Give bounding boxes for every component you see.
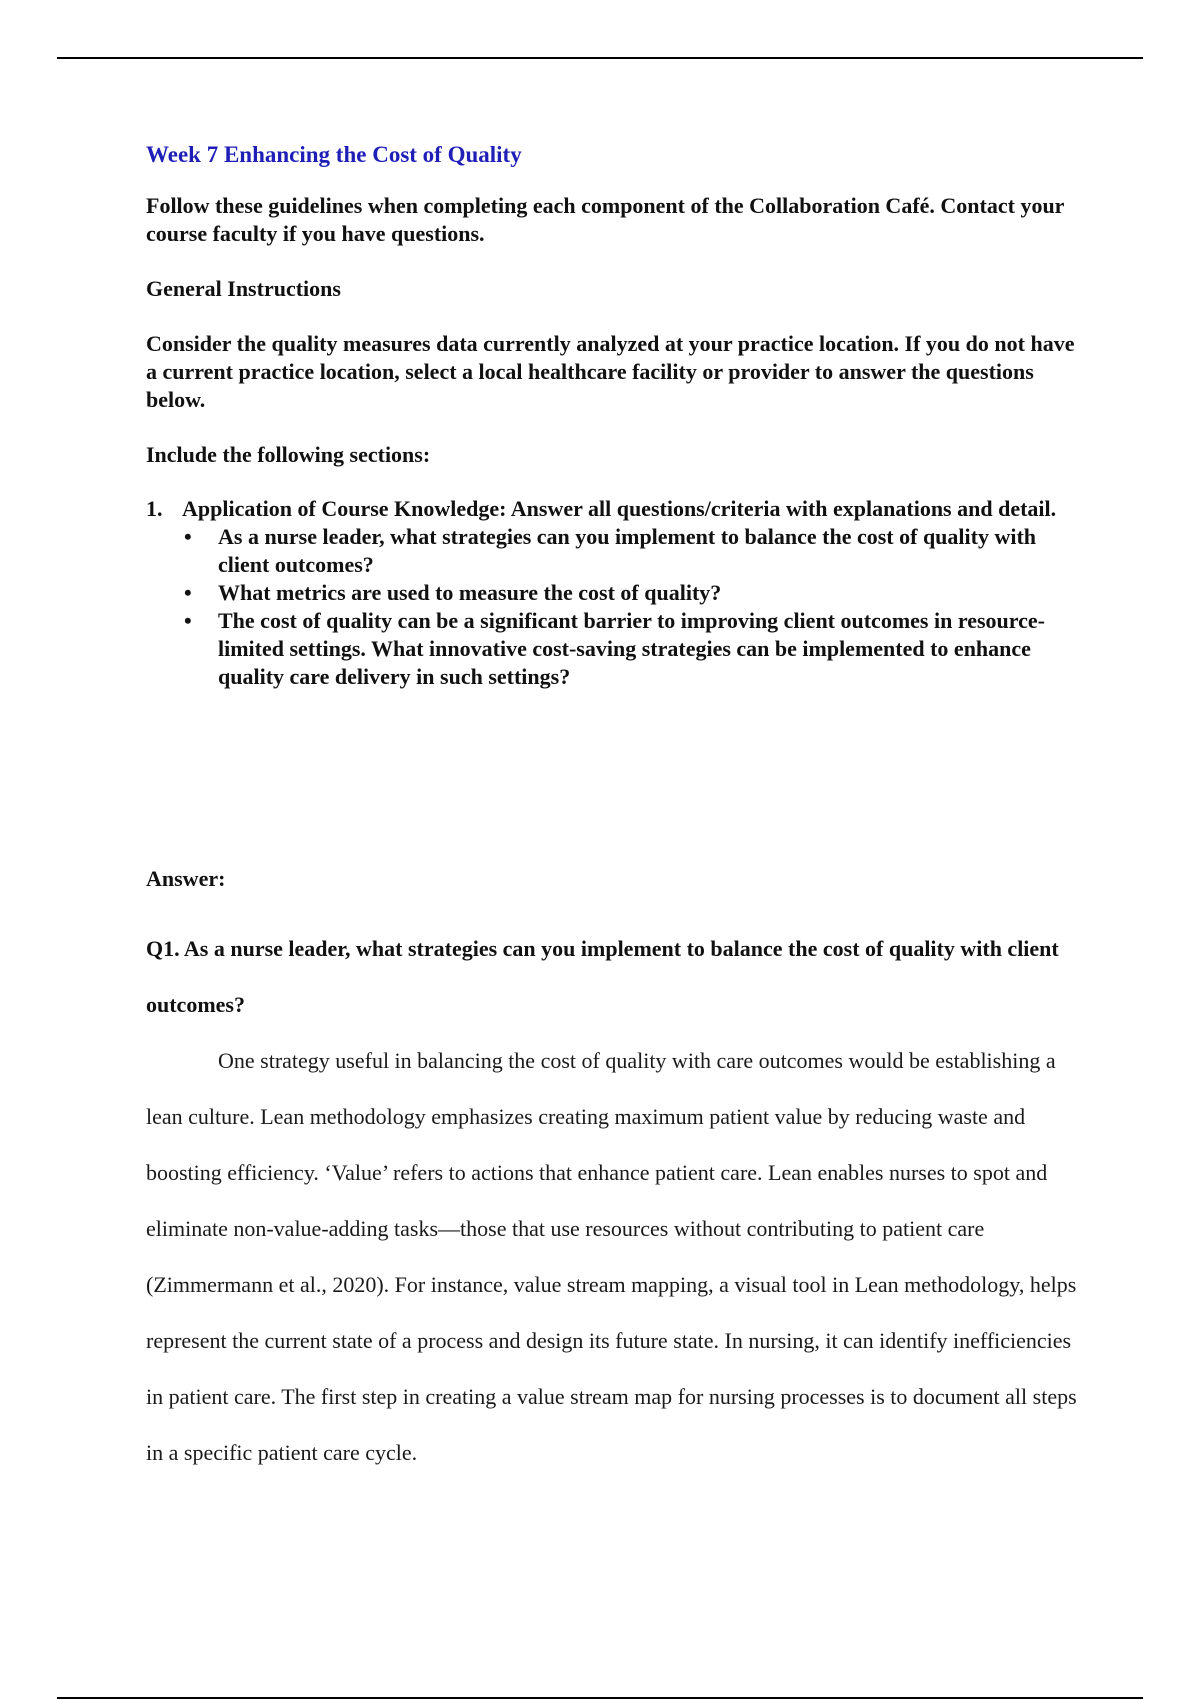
section-text: Application of Course Knowledge: Answer all questions/criteria with explanations and detail.	[182, 496, 1057, 521]
bullet-text: As a nurse leader, what strategies can you implement to balance the cost of quality with client outcomes?	[218, 524, 1037, 577]
section-bullet-list	[182, 523, 1086, 691]
sections-list	[146, 495, 1086, 691]
general-instructions-heading: General Instructions	[146, 276, 341, 301]
bullet-text: What metrics are used to measure the cost of quality?	[218, 580, 722, 605]
bullet-icon: •	[184, 608, 192, 633]
bullet-icon: •	[184, 524, 192, 549]
include-sections-label: Include the following sections:	[146, 442, 431, 467]
bullet-text: The cost of quality can be a significant barrier to improving client outcomes in resource-limited settings. What innovative cost-saving strategies can be implemented to enhance quality care delivery in such settings?	[218, 608, 1045, 689]
answer-1-paragraph: One strategy useful in balancing the cost of quality with care outcomes would be establishing a lean culture. Lean methodology emphasizes creating maximum patient value by reducing waste and boosting efficiency. ‘Value’ refers to actions that enhance patient care. Lean enables nurses to spot and eliminate non-value-adding tasks—those that use resources without contributing to patient care (Zimmermann et al., 2020). For instance, value stream mapping, a visual tool in Lean methodology, helps represent the current state of a process and design its future state. In nursing, it can identify inefficiencies in patient care. The first step in creating a value stream map for nursing processes is to document all steps in a specific patient care cycle.	[146, 1048, 1077, 1465]
section-item-1	[146, 495, 1086, 691]
footer-rule	[57, 1697, 1143, 1699]
question-1: Q1. As a nurse leader, what strategies can you implement to balance the cost of quality with client outcomes?	[146, 936, 1059, 1017]
document-body	[146, 140, 1086, 1481]
document-title: Week 7 Enhancing the Cost of Quality	[146, 142, 522, 167]
section-number: 1.	[146, 496, 163, 521]
header-rule	[57, 57, 1143, 59]
bullet-item	[182, 523, 1086, 579]
bullet-item	[182, 607, 1086, 691]
bullet-icon: •	[184, 580, 192, 605]
bullet-item	[182, 579, 1086, 607]
intro-paragraph: Follow these guidelines when completing each component of the Collaboration Café. Contact your course faculty if you have questions.	[146, 193, 1065, 246]
instructions-paragraph: Consider the quality measures data currently analyzed at your practice location. If you do not have a current practice location, select a local healthcare facility or provider to answer the questions below.	[146, 331, 1075, 412]
answer-label: Answer:	[146, 866, 226, 891]
